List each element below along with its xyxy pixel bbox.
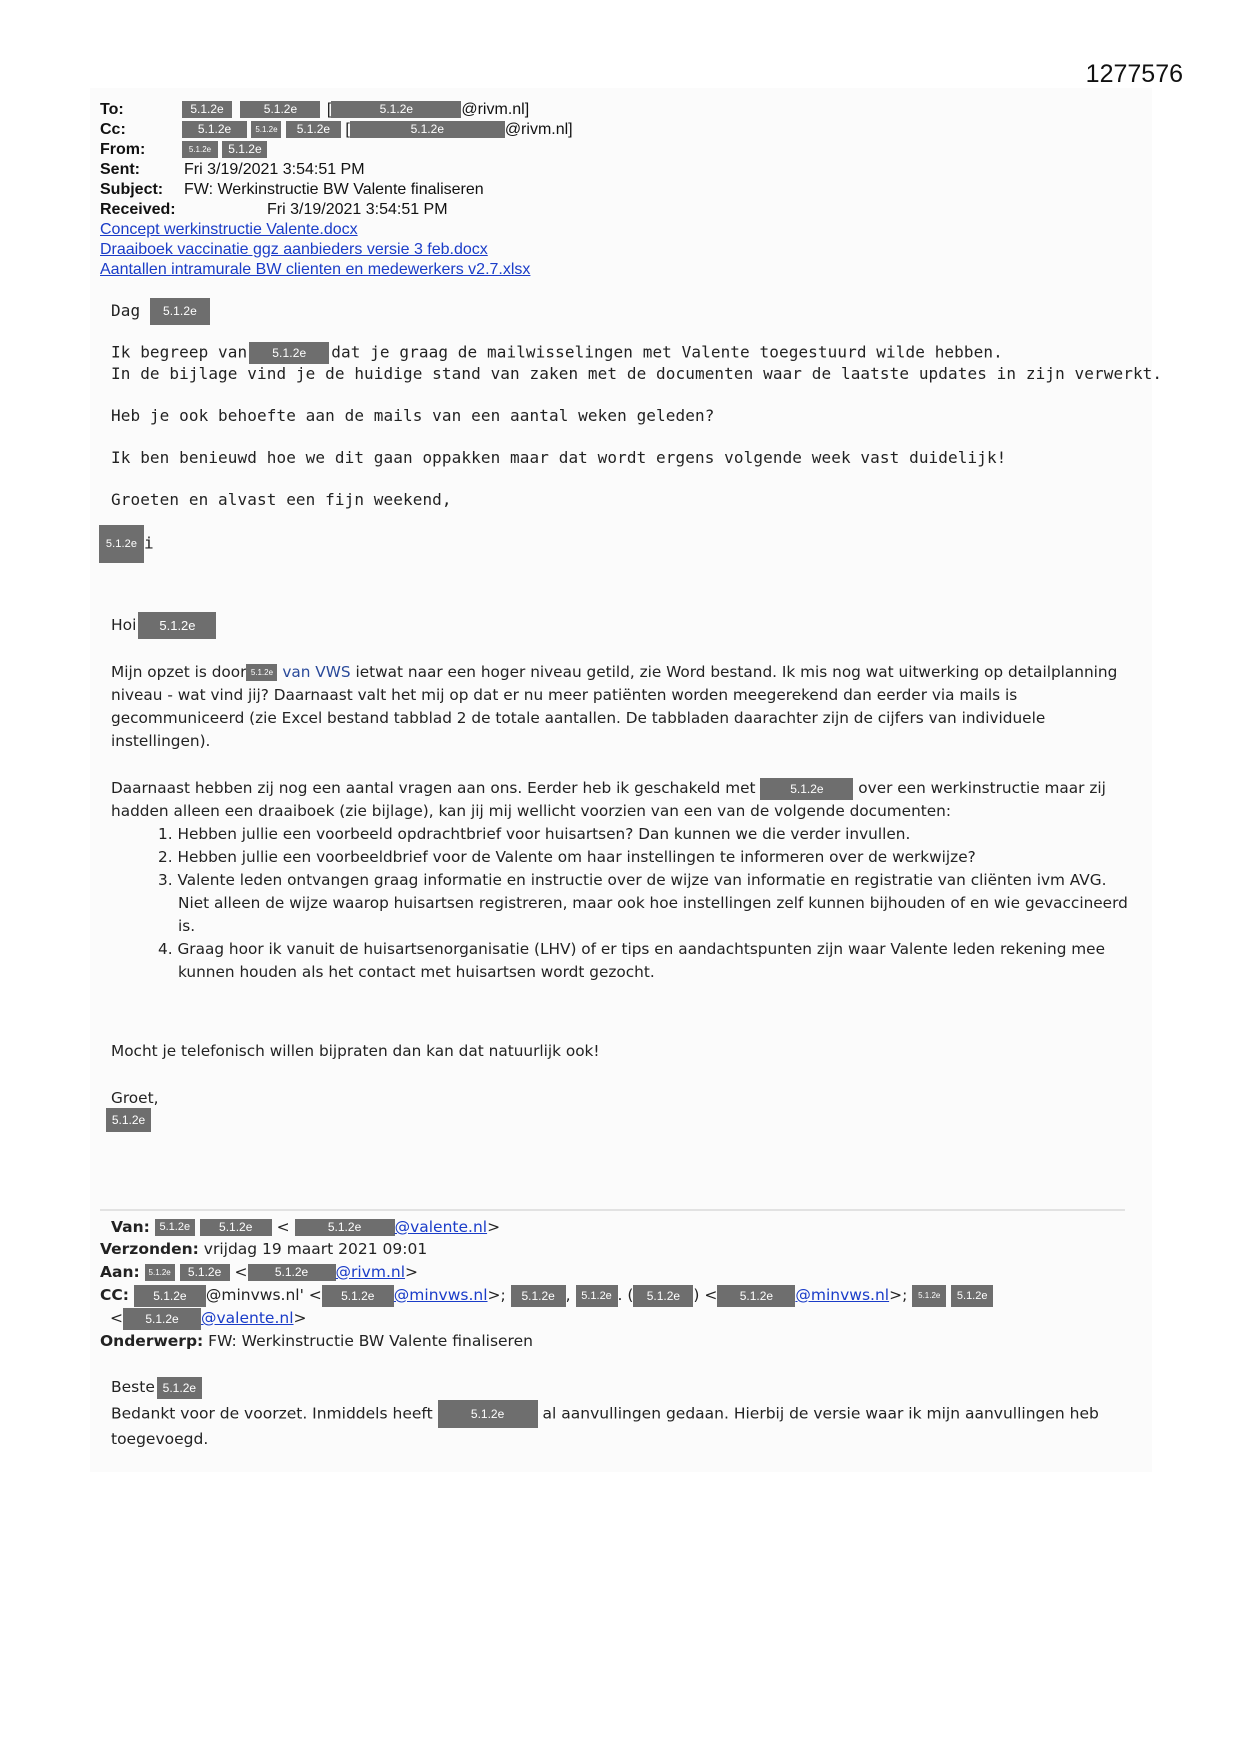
fwd-cc-text: @minvws.nl' — [205, 1286, 304, 1304]
to-label: To: — [100, 101, 124, 118]
msg1-signature — [99, 525, 154, 563]
sent-value: Fri 3/19/2021 3:54:51 PM — [184, 161, 365, 178]
msg1-signature-suffix: i — [144, 533, 154, 553]
msg1-line1-post: dat je graag de mailwisselingen met Valente toegestuurd wilde hebben. — [331, 342, 1003, 362]
msg2-paragraph1 — [111, 661, 1136, 753]
fwd-van-link[interactable]: @valente.nl — [394, 1218, 488, 1236]
redaction: 5.1.2e — [222, 141, 267, 158]
list-item-text: 1. Hebben jullie een voorbeeld opdrachtbrief voor huisartsen? Dan kunnen we die verder invullen. — [158, 825, 911, 843]
fwd-onderwerp-label: Onderwerp: — [100, 1332, 204, 1350]
msg1-line1 — [111, 342, 1003, 364]
list-item-text: 3. Valente leden ontvangen graag informatie en instructie over de wijze van informatie en registratie van cliënten ivm AVG. Niet alleen de wijze waarop huisartsen registreren, maar ook hoe instellingen zelf kunnen bijhouden of en wie gevaccineerd is. — [158, 871, 1128, 935]
redaction: 5.1.2e — [438, 1400, 538, 1428]
from-label: From: — [100, 141, 146, 158]
document-id: 1277576 — [1085, 60, 1183, 88]
redaction: 5.1.2e — [155, 1219, 195, 1236]
list-item — [111, 823, 1136, 846]
fwd-cc-row2: < 5.1.2e @valente.nl> — [110, 1307, 307, 1330]
cc-value — [182, 120, 573, 140]
msg1-greeting: Dag — [111, 301, 141, 320]
redaction: 5.1.2e — [248, 1264, 336, 1281]
redaction: 5.1.2e — [200, 1219, 272, 1236]
attachment-link[interactable]: Aantallen intramurale BW clienten en medewerkers v2.7.xlsx — [100, 261, 531, 278]
redaction: 5.1.2e — [322, 1285, 394, 1307]
subject-label: Subject: — [100, 181, 164, 198]
redaction: 5.1.2e — [251, 121, 281, 138]
redaction: 5.1.2e — [511, 1285, 566, 1307]
msg2-p1-c: ietwat naar een hoger niveau getild, zie Word bestand. Ik mis nog wat uitwerking op detailplanning niveau - wat vind jij? Daarnaast valt het mij op dat er nu meer patiënten worden meegerekend dan eerder via mails is gecommuniceerd (zie Excel bestand tabblad 2 de totale aantallen. De tabbladen daarachter zijn de cijfers van individuele instellingen). — [111, 663, 1118, 750]
msg2-p1-b: van VWS — [282, 663, 351, 681]
redaction: 5.1.2e — [912, 1285, 946, 1307]
redaction: 5.1.2e — [246, 664, 277, 681]
redaction: 5.1.2e — [295, 1219, 395, 1236]
redaction: 5.1.2e — [180, 1264, 230, 1281]
attachment-link[interactable]: Draaiboek vaccinatie ggz aanbieders versie 3 feb.docx — [100, 241, 488, 258]
redaction: 5.1.2e — [182, 141, 218, 158]
fwd-van-label: Van: — [111, 1218, 150, 1236]
fwd-cc-link[interactable]: @minvws.nl — [393, 1286, 488, 1304]
fwd-body-b: al aanvullingen gedaan. Hierbij de versie waar ik mijn aanvullingen heb toegevoegd. — [111, 1404, 1099, 1448]
cc-domain: @rivm.nl] — [504, 121, 573, 138]
msg2-p2-b: over een werkinstructie maar zij hadden alleen een draaiboek (zie bijlage), kan jij mij wellicht voorzien van een van de volgende documenten: — [111, 779, 1106, 820]
redaction: 5.1.2e — [717, 1285, 795, 1307]
msg2-list — [111, 823, 1136, 984]
redaction: 5.1.2e — [182, 101, 232, 118]
fwd-onderwerp-row — [100, 1330, 533, 1353]
redaction: 5.1.2e — [106, 1108, 151, 1132]
fwd-aan-link[interactable]: @rivm.nl — [335, 1263, 406, 1281]
cc-label: Cc: — [100, 121, 126, 138]
bracket: [ — [345, 121, 350, 138]
subject-value: FW: Werkinstructie BW Valente finaliseren — [184, 181, 484, 198]
redaction: 5.1.2e — [134, 1285, 206, 1307]
msg2-signature — [106, 1108, 151, 1132]
redaction: 5.1.2e — [150, 298, 210, 325]
list-item-text: 2. Hebben jullie een voorbeeldbrief voor de Valente om haar instellingen te informeren over de werkwijze? — [158, 848, 976, 866]
msg2-p2-a: Daarnaast hebben zij nog een aantal vragen aan ons. Eerder heb ik geschakeld met — [111, 779, 756, 797]
msg1-greeting-line — [111, 298, 210, 325]
list-item — [111, 869, 1136, 938]
attachment-link[interactable]: Concept werkinstructie Valente.docx — [100, 221, 358, 238]
redaction: 5.1.2e — [350, 121, 505, 138]
msg1-line2: In de bijlage vind je de huidige stand van zaken met de documenten waar de laatste updates in zijn verwerkt. — [111, 364, 1163, 383]
received-value: Fri 3/19/2021 3:54:51 PM — [267, 201, 448, 218]
msg2-greeting: Hoi — [111, 616, 137, 634]
msg2-paragraph2 — [111, 777, 1136, 823]
received-label: Received: — [100, 201, 176, 218]
redaction: 5.1.2e — [576, 1285, 618, 1307]
fwd-greeting-line — [111, 1376, 202, 1399]
separator — [100, 1209, 1125, 1211]
fwd-cc-link[interactable]: @minvws.nl — [795, 1286, 890, 1304]
msg1-line4: Ik ben benieuwd hoe we dit gaan oppakken maar dat wordt ergens volgende week vast duidelijk! — [111, 448, 1007, 467]
msg1-line5: Groeten en alvast een fijn weekend, — [111, 490, 452, 509]
to-domain: @rivm.nl] — [461, 101, 530, 118]
msg2-greeting-line — [111, 612, 216, 639]
fwd-onderwerp-value: FW: Werkinstructie BW Valente finaliseren — [208, 1332, 533, 1350]
redaction: 5.1.2e — [182, 121, 247, 138]
msg2-p1-a: Mijn opzet is door — [111, 663, 247, 681]
list-item — [111, 938, 1136, 984]
from-value — [182, 140, 267, 160]
redaction: 5.1.2e — [145, 1264, 175, 1281]
redaction: 5.1.2e — [760, 778, 853, 800]
fwd-cc-row: CC: 5.1.2e @minvws.nl' < 5.1.2e @minvws.nl>; 5.1.2e , 5.1.2e . ( 5.1.2e ) < 5.1.2e @minvws.nl>; 5.1.2e 5.1.2e — [100, 1284, 993, 1307]
redaction: 5.1.2e — [633, 1285, 693, 1307]
fwd-body — [111, 1400, 1111, 1451]
fwd-body-a: Bedankt voor de voorzet. Inmiddels heeft — [111, 1404, 433, 1423]
fwd-greeting: Beste — [111, 1378, 155, 1396]
msg2-closing: Groet, — [111, 1089, 159, 1107]
fwd-verzonden-label: Verzonden: — [100, 1240, 199, 1258]
fwd-cc-valente-link[interactable]: @valente.nl — [201, 1309, 294, 1327]
redaction: 5.1.2e — [138, 612, 216, 639]
redaction: 5.1.2e — [240, 101, 320, 118]
sent-label: Sent: — [100, 161, 140, 178]
fwd-verzonden-row — [100, 1238, 427, 1261]
redaction: 5.1.2e — [99, 525, 144, 563]
redaction: 5.1.2e — [249, 342, 329, 364]
msg1-line3: Heb je ook behoefte aan de mails van een aantal weken geleden? — [111, 406, 715, 425]
msg1-line1-pre: Ik begreep van — [111, 342, 248, 362]
redaction: 5.1.2e — [951, 1285, 993, 1307]
fwd-aan-row: Aan: 5.1.2e 5.1.2e < 5.1.2e @rivm.nl> — [100, 1263, 419, 1281]
msg2-paragraph3: Mocht je telefonisch willen bijpraten dan kan dat natuurlijk ook! — [111, 1042, 600, 1060]
fwd-van-row: Van: 5.1.2e 5.1.2e < 5.1.2e @valente.nl> — [111, 1218, 501, 1236]
bracket: [ — [326, 101, 332, 118]
redaction: 5.1.2e — [123, 1308, 201, 1330]
redaction: 5.1.2e — [331, 101, 461, 118]
fwd-cc-label: CC: — [100, 1286, 129, 1304]
list-item-text: 4. Graag hoor ik vanuit de huisartsenorganisatie (LHV) of er tips en aandachtspunten zijn waar Valente leden rekening mee kunnen houden als het contact met huisartsen wordt gezocht. — [158, 940, 1106, 981]
list-item — [111, 846, 1136, 869]
redaction: 5.1.2e — [157, 1377, 202, 1399]
fwd-verzonden-value: vrijdag 19 maart 2021 09:01 — [203, 1240, 428, 1258]
redaction: 5.1.2e — [286, 121, 341, 138]
fwd-aan-label: Aan: — [100, 1263, 140, 1281]
to-value — [182, 100, 529, 120]
